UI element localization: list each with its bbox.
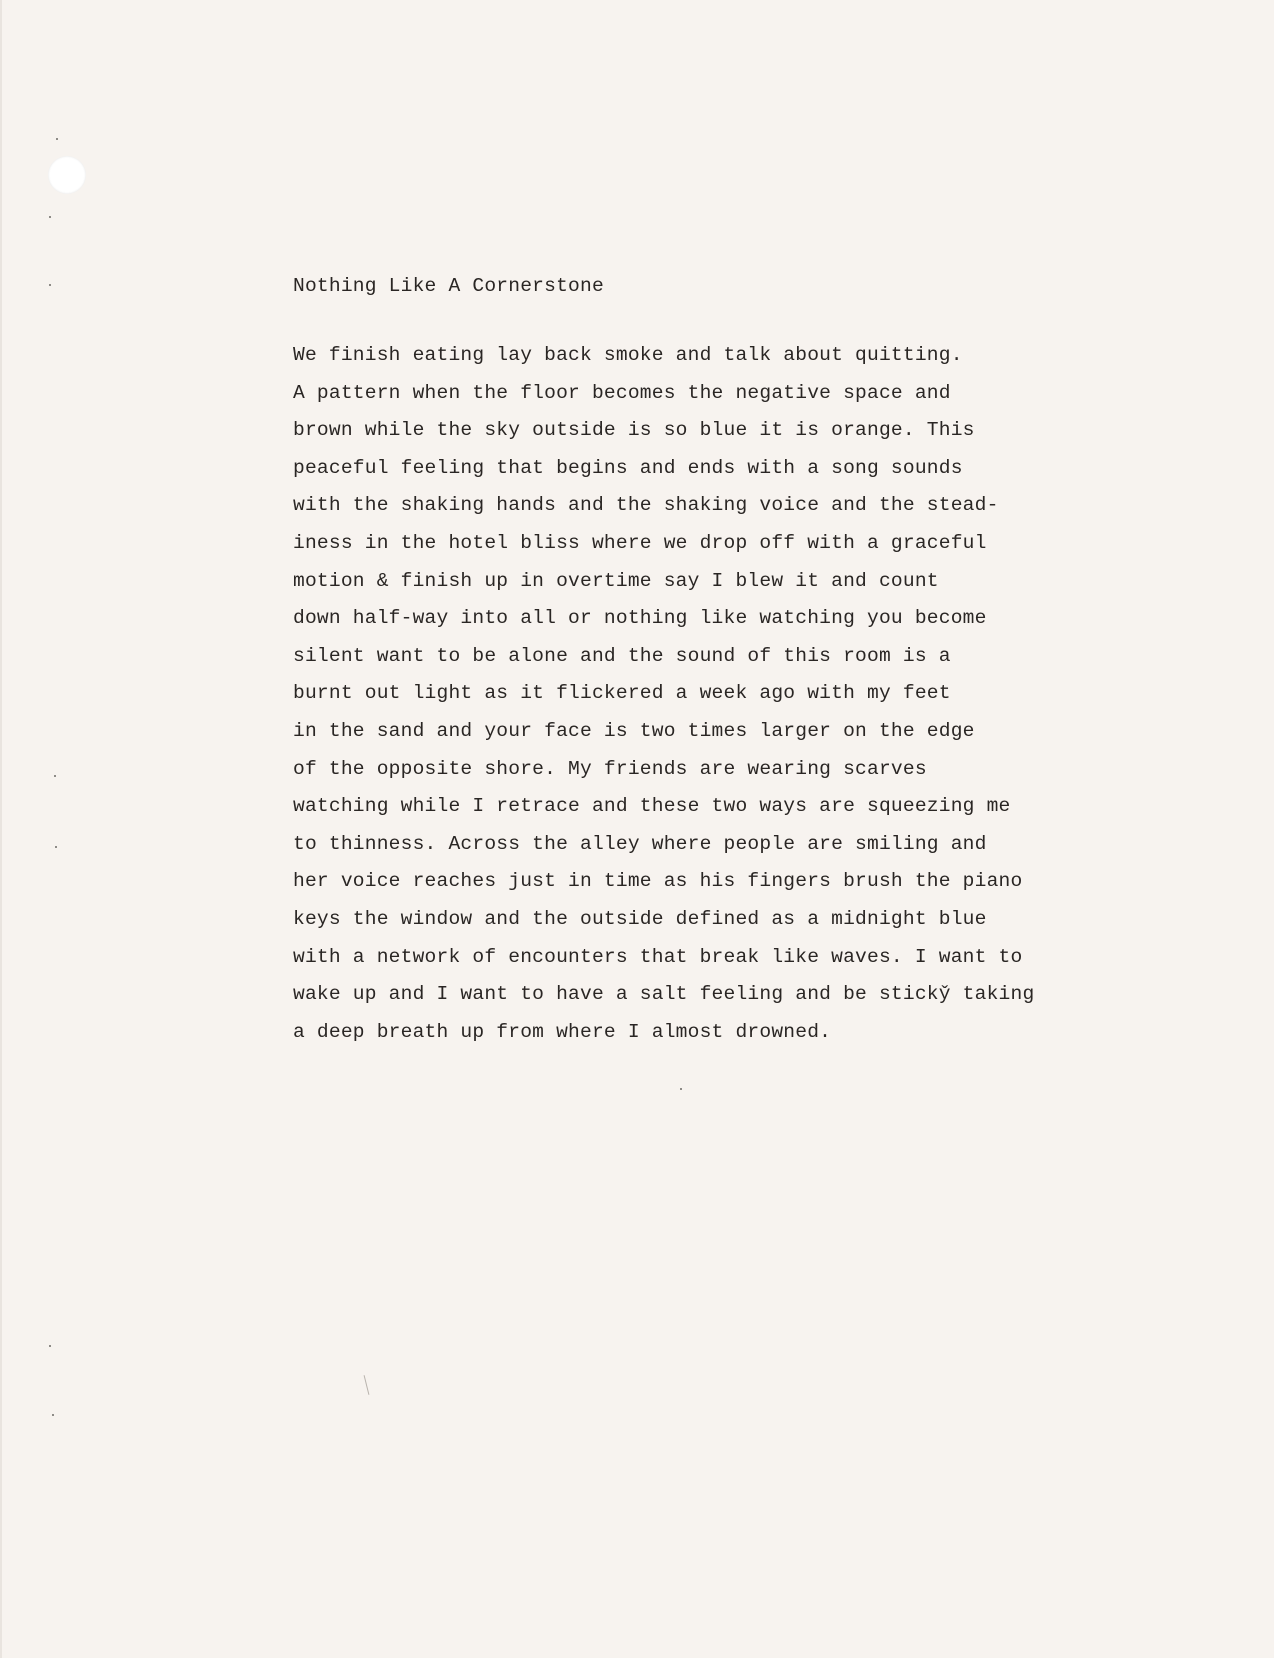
- poem-line: wake up and I want to have a salt feeling and be sticky̌ taking: [293, 983, 1035, 1006]
- poem-body: [293, 337, 1093, 1051]
- poem-line: brown while the sky outside is so blue it is orange. This: [293, 419, 975, 442]
- binder-punch-hole: [48, 156, 86, 194]
- poem-line: with a network of encounters that break like waves. I want to: [293, 945, 1023, 968]
- poem-line: iness in the hotel bliss where we drop off with a graceful: [293, 531, 987, 554]
- poem-line: We finish eating lay back smoke and talk about quitting.: [293, 344, 963, 366]
- poem-line: silent want to be alone and the sound of this room is a: [293, 644, 951, 667]
- paper-speck: [49, 216, 51, 218]
- paper-scuff-mark: [364, 1375, 370, 1395]
- paper-speck: [56, 138, 58, 140]
- poem-line: motion & finish up in overtime say I blew it and count: [293, 569, 939, 592]
- poem-line: peaceful feeling that begins and ends with a song sounds: [293, 456, 963, 479]
- poem-line: with the shaking hands and the shaking voice and the stead-: [293, 494, 999, 517]
- poem-line: keys the window and the outside defined as a midnight blue: [293, 907, 987, 930]
- poem-line: burnt out light as it flickered a week ago with my feet: [293, 682, 951, 705]
- paper-speck: [680, 1088, 682, 1090]
- paper-speck: [55, 846, 57, 848]
- poem-line: A pattern when the floor becomes the negative space and: [293, 381, 951, 404]
- paper-speck: [49, 284, 51, 286]
- poem-line: watching while I retrace and these two ways are squeezing me: [293, 795, 1011, 818]
- paper-speck: [54, 775, 56, 777]
- poem-line: her voice reaches just in time as his fingers brush the piano: [293, 870, 1023, 893]
- poem-title: Nothing Like A Cornerstone: [293, 275, 604, 297]
- paper-speck: [52, 1414, 54, 1416]
- paper-speck: [49, 1345, 51, 1347]
- poem-line: down half-way into all or nothing like watching you become: [293, 607, 987, 630]
- poem-line: a deep breath up from where I almost drowned.: [293, 1020, 832, 1043]
- poem: [293, 272, 1093, 1051]
- poem-line: of the opposite shore. My friends are wearing scarves: [293, 757, 927, 780]
- poem-line: to thinness. Across the alley where people are smiling and: [293, 832, 987, 855]
- poem-line: in the sand and your face is two times larger on the edge: [293, 719, 975, 742]
